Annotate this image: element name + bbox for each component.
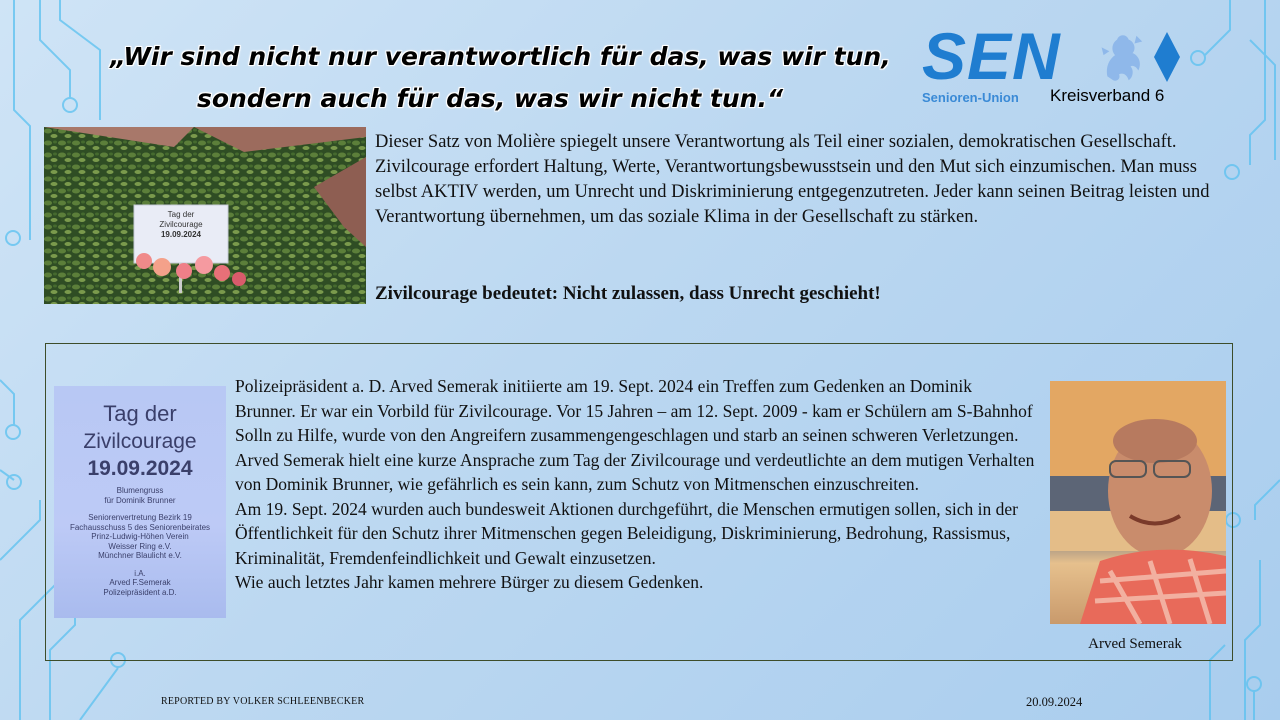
report-paragraph-1: Polizeipräsident a. D. Arved Semerak initiierte am 19. Sept. 2024 ein Treffen zum Gedenken an Dominik Brunner. Er war ein Vorbild für Zivilcourage. Vor 15 Jahren – am 12. Sept. 2009 - kam er Schülern am S-Bahnhof Solln zu Hilfe, wurde von den Angreifern zusammengengeschlagen und starb an seinen schweren Verletzungen. Arved Semerak hielt eine kurze Ansprache zum Tag der Zivilcourage und verdeutlichte an dem mutigen Verhalten von Dominik Brunner, wie gefährlich es sein kann, zum Schutz von Mitmenschen einzuschreiten.: [235, 376, 1035, 494]
portrait-art: [1050, 381, 1226, 624]
logo-sen-text: SEN: [922, 19, 1061, 93]
poster-line-8: Prinz-Ludwig-Höhen Verein: [91, 532, 189, 541]
footer-date: 20.09.2024: [1026, 695, 1083, 709]
sign-line-3: 19.09.2024: [160, 230, 202, 239]
sign-line-2: Zivilcourage: [159, 220, 203, 229]
sign-line-1: Tag der: [167, 210, 195, 219]
intro-bold-statement: Zivilcourage bedeutet: Nicht zulassen, dass Unrecht geschieht!: [375, 283, 881, 304]
portrait-photo: [1050, 381, 1226, 624]
memorial-photo: [44, 127, 366, 304]
poster-line-10: Münchner Blaulicht e.V.: [98, 551, 182, 560]
quote-line-2: sondern auch für das, was wir nicht tun.“: [196, 84, 784, 113]
poster-line-11: i.A.: [134, 568, 146, 578]
poster-line-9: Weisser Ring e.V.: [108, 541, 172, 551]
lion-icon: [1090, 28, 1148, 86]
poster-line-4: Blumengruss: [116, 486, 164, 495]
diamond-icon: [1154, 32, 1180, 82]
quote-line-1: „Wir sind nicht nur verantwortlich für das, was wir tun,: [110, 42, 891, 71]
poster-line-1: Tag der: [103, 401, 177, 426]
poster-line-3: 19.09.2024: [87, 457, 193, 480]
report-text: [235, 374, 1035, 595]
poster-line-7: Fachausschuss 5 des Seniorenbeirates: [69, 522, 211, 532]
report-paragraph-2: Am 19. Sept. 2024 wurden auch bundesweit Aktionen durchgeführt, die Menschen ermutigen sollen, sich in der Öffentlichkeit für den Schutz ihrer Mitmenschen gegen Beleidigung, Diskriminierung, Bedrohung, Rassismus, Kriminalität, Fremdenfeindlichkeit und Gewalt einzusetzen.: [235, 498, 1018, 568]
logo-subtitle: Senioren-Union: [922, 90, 1019, 105]
sen-logo: [920, 19, 1190, 110]
poster-line-13: Polizeipräsident a.D.: [103, 587, 177, 597]
footer-reporter: REPORTED BY VOLKER SCHLEENBECKER: [161, 696, 365, 707]
quote-heading: [110, 36, 891, 120]
report-paragraph-3: Wie auch letztes Jahr kamen mehrere Bürger zu diesem Gedenken.: [235, 572, 704, 592]
logo-kreisverband: Kreisverband 6: [1050, 86, 1165, 105]
poster-line-6: Seniorenvertretung Bezirk 19: [88, 513, 192, 522]
poster-line-12: Arved F.Semerak: [109, 578, 171, 587]
poster-line-2: Zivilcourage: [83, 430, 197, 453]
poster-image: [54, 386, 226, 618]
portrait-caption: Arved Semerak: [1088, 636, 1182, 652]
memorial-photo-art: [44, 127, 366, 304]
poster-line-5: für Dominik Brunner: [104, 495, 176, 505]
intro-text: Dieser Satz von Molière spiegelt unsere Verantwortung als Teil einer sozialen, demokratischen Gesellschaft. Zivilcourage erfordert Haltung, Werte, Verantwortungsbewusstsein und den Mut sich einzumischen. Man muss selbst AKTIV werden, um Unrecht und Diskriminierung entgegenzutreten. Jeder kann seinen Beitrag leisten und Verantwortung übernehmen, um das soziale Klima in der Gesellschaft zu stärken.: [375, 132, 1210, 227]
